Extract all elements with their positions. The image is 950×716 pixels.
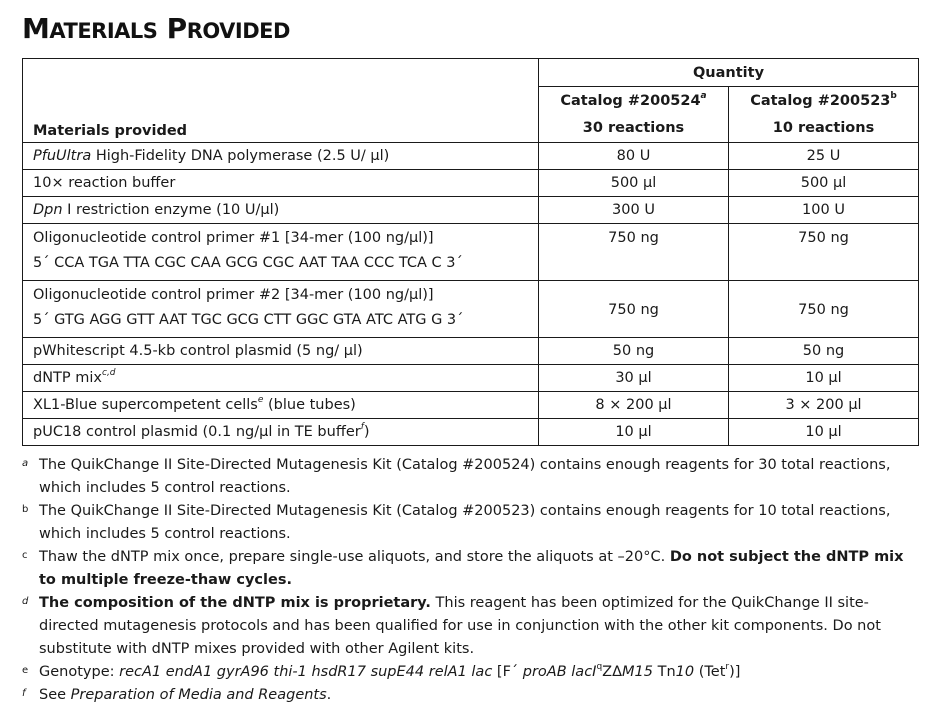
table-header-row-1 xyxy=(23,59,919,87)
table-row xyxy=(23,197,919,224)
genotype-bracket: [F´ xyxy=(492,664,523,680)
table-row xyxy=(23,419,919,446)
material-italic-name: Dpn xyxy=(33,202,63,218)
footnote-f xyxy=(22,684,912,707)
table-row xyxy=(23,170,919,197)
section-reference: Preparation of Media and Reagents xyxy=(70,687,327,703)
footnote-bold-warning: to multiple freeze-thaw cycles. xyxy=(39,572,292,588)
footnote-e xyxy=(22,661,912,684)
section-title xyxy=(22,10,926,50)
table-row xyxy=(23,281,919,338)
footnote-mark: b xyxy=(22,504,29,515)
footnote-text: directed mutagenesis protocols and has been qualified for use in conjunction with the other kit components. Do not xyxy=(39,618,881,634)
table-row xyxy=(23,143,919,170)
footnote-text: The QuikChange II Site-Directed Mutagenesis Kit (Catalog #200523) contains enough reagents for 10 total reactions, xyxy=(39,503,891,519)
footnote-plain-text: . xyxy=(326,687,332,703)
footnote-mark: a xyxy=(22,458,29,469)
header-materials-provided: Materials provided xyxy=(23,59,539,143)
quantity-cell-200523: 100 U xyxy=(729,197,919,224)
primer-sequence: 5´ CCA TGA TTA CGC CAA GCG CGC AAT TAA CCC TCA C 3´ xyxy=(33,255,463,271)
quantity-cell-200524: 50 ng xyxy=(539,338,729,365)
footnote-mark: c xyxy=(22,550,28,561)
material-cell: pWhitescript 4.5-kb control plasmid (5 ng/ µl) xyxy=(23,338,539,365)
footnote-ref-cd: c,d xyxy=(102,368,116,379)
footnote-c xyxy=(22,546,912,592)
genotype-close: )] xyxy=(729,664,741,680)
quantity-cell-200523: 750 ng xyxy=(729,281,919,338)
material-cell xyxy=(23,419,539,446)
quantity-cell-200523: 750 ng xyxy=(729,224,919,281)
quantity-cell-200524: 750 ng xyxy=(539,224,729,281)
quantity-cell-200524: 300 U xyxy=(539,197,729,224)
footnote-text: which includes 5 control reactions. xyxy=(39,526,291,542)
footnote-bold-statement: The composition of the dNTP mix is proprietary. xyxy=(39,595,431,611)
catalog-reactions: 10 reactions xyxy=(772,119,875,136)
footnote-text: The QuikChange II Site-Directed Mutagenesis Kit (Catalog #200524) contains enough reagents for 30 total reactions, xyxy=(39,457,891,473)
genotype-zdelta: ZΔ xyxy=(602,664,623,680)
footnote-ref-f: f xyxy=(360,422,364,433)
quantity-cell-200523: 10 µl xyxy=(729,365,919,392)
quantity-cell-200523: 25 U xyxy=(729,143,919,170)
material-cell xyxy=(23,224,539,281)
material-text: Oligonucleotide control primer #1 [34-mer (100 ng/µl)] xyxy=(33,230,434,246)
footnote-text xyxy=(39,592,912,615)
material-cell xyxy=(23,365,539,392)
genotype-label: Genotype: xyxy=(39,664,120,680)
table-row xyxy=(23,338,919,365)
material-text-after: (blue tubes) xyxy=(263,397,356,413)
footnote-mark: d xyxy=(22,596,29,607)
title-initial-m: M xyxy=(22,12,50,45)
footnote-text xyxy=(39,684,912,707)
quantity-cell-200524: 8 × 200 µl xyxy=(539,392,729,419)
footnote-mark: f xyxy=(22,688,26,699)
footnote-a xyxy=(22,454,912,500)
material-cell xyxy=(23,281,539,338)
footnote-text: substitute with dNTP mixes provided with other Agilent kits. xyxy=(39,641,475,657)
footnote-ref-a: a xyxy=(700,90,707,101)
materials-table xyxy=(22,58,919,446)
material-text: I restriction enzyme (10 U/µl) xyxy=(62,202,280,218)
footnote-text xyxy=(39,546,912,569)
table-row xyxy=(23,392,919,419)
genotype-italic: recA1 endA1 gyrA96 thi-1 hsdR17 supE44 relA1 lac xyxy=(119,664,493,680)
footnote-plain-text: See xyxy=(39,687,71,703)
material-text: pUC18 control plasmid (0.1 ng/µl in TE buffer xyxy=(33,424,361,440)
genotype-m15: M15 xyxy=(622,664,653,680)
material-cell xyxy=(23,392,539,419)
quantity-cell-200523: 500 µl xyxy=(729,170,919,197)
quantity-cell-200524: 80 U xyxy=(539,143,729,170)
material-cell xyxy=(23,197,539,224)
catalog-reactions: 30 reactions xyxy=(582,119,685,136)
footnote-d xyxy=(22,592,912,661)
title-rest-materials: ATERIALS xyxy=(49,19,158,43)
material-text: High-Fidelity DNA polymerase (2.5 U/ µl) xyxy=(91,148,390,164)
footnote-bold-warning: Do not subject the dNTP mix xyxy=(669,549,904,565)
genotype-tet: (Tet xyxy=(694,664,726,680)
title-initial-p: P xyxy=(166,12,187,45)
title-rest-provided: ROVIDED xyxy=(186,19,290,43)
quantity-cell-200524: 30 µl xyxy=(539,365,729,392)
quantity-cell-200523: 50 ng xyxy=(729,338,919,365)
material-text: XL1-Blue supercompetent cells xyxy=(33,397,258,413)
genotype-proab: proAB lacI xyxy=(522,664,597,680)
material-cell: 10× reaction buffer xyxy=(23,170,539,197)
table-row xyxy=(23,365,919,392)
quantity-cell-200524: 500 µl xyxy=(539,170,729,197)
footnote-text: which includes 5 control reactions. xyxy=(39,480,291,496)
quantity-cell-200524: 750 ng xyxy=(539,281,729,338)
header-catalog-200524 xyxy=(539,87,729,143)
material-text: dNTP mix xyxy=(33,370,102,386)
material-italic-name: PfuUltra xyxy=(33,148,92,164)
table-row xyxy=(23,224,919,281)
genotype-tn: Tn xyxy=(653,664,676,680)
footnote-ref-e: e xyxy=(257,395,264,406)
footnote-text xyxy=(39,661,912,684)
genotype-tn10: 10 xyxy=(675,664,695,680)
material-text: Oligonucleotide control primer #2 [34-mer (100 ng/µl)] xyxy=(33,287,434,303)
catalog-name: Catalog #200524 xyxy=(560,92,701,109)
material-cell xyxy=(23,143,539,170)
quantity-cell-200523: 3 × 200 µl xyxy=(729,392,919,419)
quantity-cell-200523: 10 µl xyxy=(729,419,919,446)
quantity-cell-200524: 10 µl xyxy=(539,419,729,446)
catalog-name: Catalog #200523 xyxy=(750,92,891,109)
material-text-after: ) xyxy=(363,424,370,440)
footnote-mark: e xyxy=(22,665,29,676)
genotype-q-sup: q xyxy=(596,662,603,673)
genotype-r-sup: r xyxy=(725,662,730,673)
header-catalog-200523 xyxy=(729,87,919,143)
footnote-plain-text: This reagent has been optimized for the QuikChange II site- xyxy=(430,595,869,611)
document-page xyxy=(22,10,926,707)
footnotes xyxy=(22,454,912,707)
footnote-b xyxy=(22,500,912,546)
primer-sequence: 5´ GTG AGG GTT AAT TGC GCG CTT GGC GTA ATC ATG G 3´ xyxy=(33,312,464,328)
header-quantity: Quantity xyxy=(539,59,919,87)
footnote-plain-text: Thaw the dNTP mix once, prepare single-use aliquots, and store the aliquots at –20°C. xyxy=(39,549,670,565)
footnote-ref-b: b xyxy=(890,90,897,101)
